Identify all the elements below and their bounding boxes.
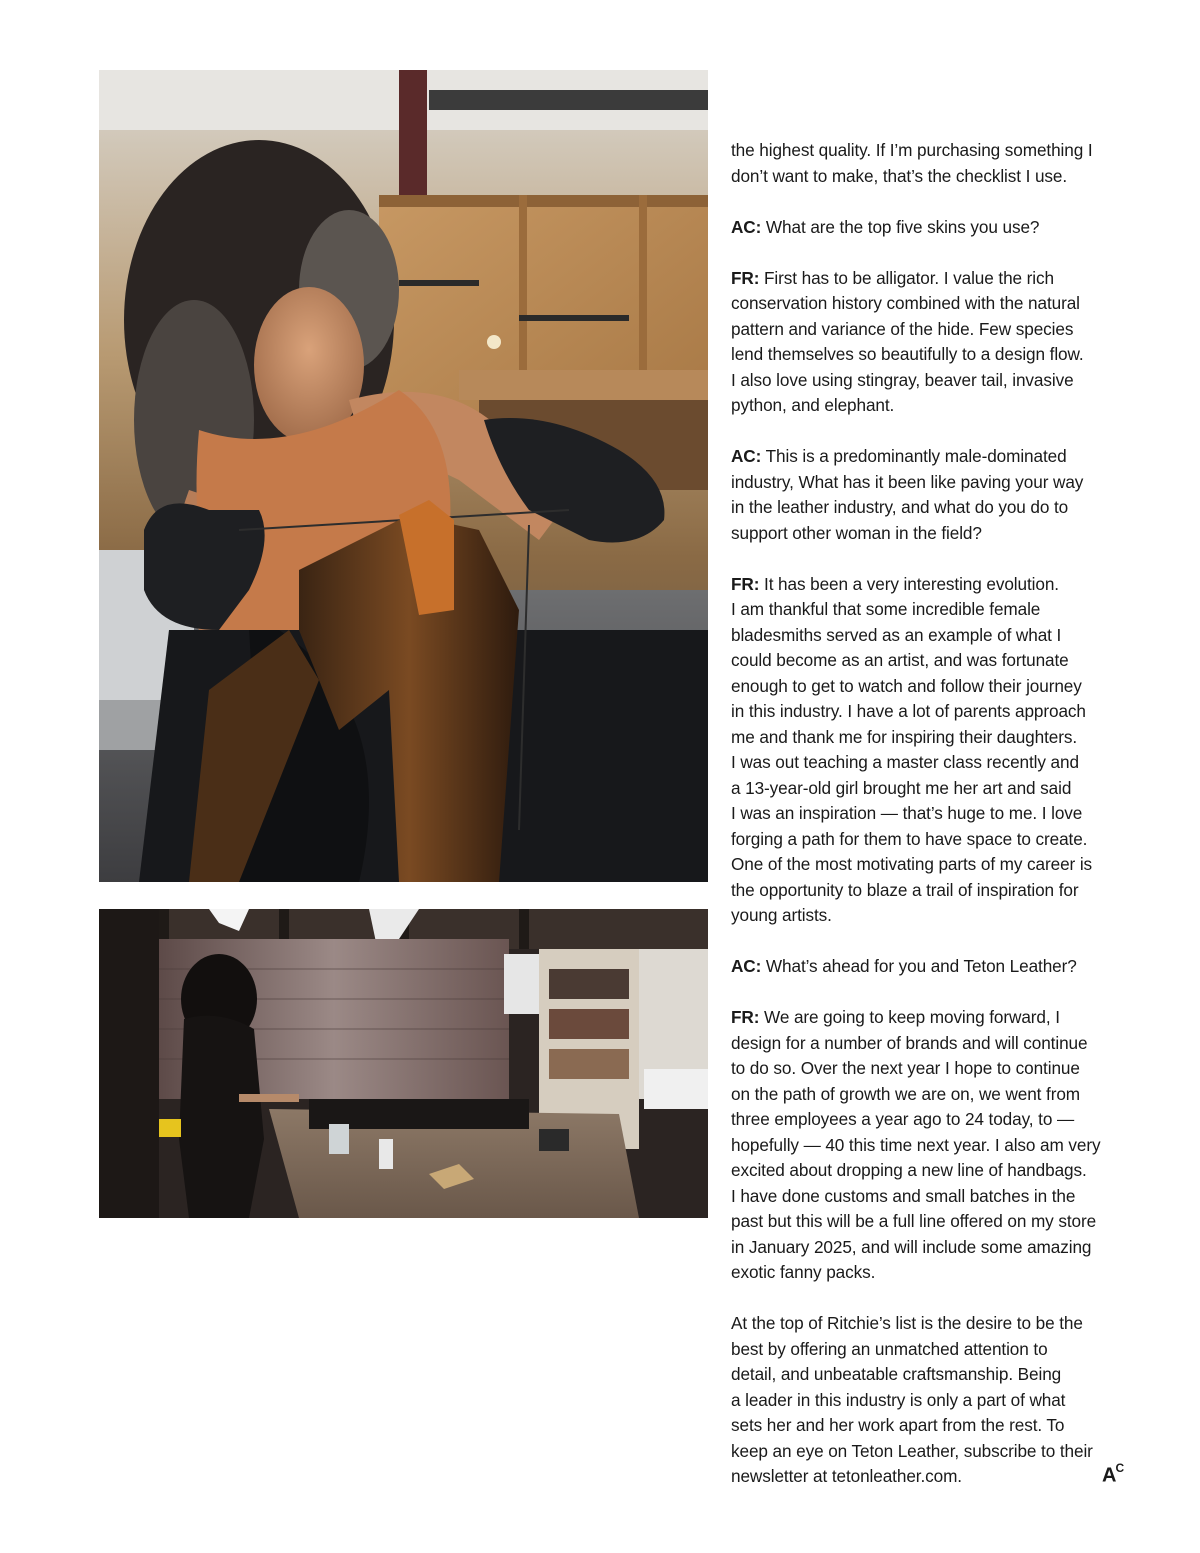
text-line: [731, 317, 1141, 343]
text-line: [731, 1311, 1141, 1337]
text-line: [731, 954, 1141, 980]
line-text: It has been a very interesting evolution.: [759, 573, 1059, 594]
line-text: industry, What has it been like paving your way: [731, 471, 1084, 492]
line-text: I also love using stingray, beaver tail, invasive: [731, 369, 1074, 390]
article-paragraph: [731, 954, 1141, 980]
text-line: [731, 521, 1141, 547]
speaker-label: AC:: [731, 956, 762, 976]
line-text: hopefully — 40 this time next year. I also am very: [731, 1134, 1101, 1155]
line-text: I am thankful that some incredible female: [731, 599, 1041, 619]
speaker-label: AC:: [731, 446, 762, 466]
text-line: [731, 1184, 1141, 1210]
text-line: [731, 1439, 1141, 1465]
line-text: sets her and her work apart from the rest. To: [731, 1415, 1065, 1435]
article-paragraph: [731, 215, 1141, 241]
line-text: in this industry. I have a lot of parents approach: [731, 701, 1086, 721]
line-text: past but this will be a full line offered on my store: [731, 1211, 1097, 1231]
text-line: [731, 266, 1141, 292]
text-line: [731, 776, 1141, 802]
line-text: exotic fanny packs.: [731, 1262, 876, 1282]
text-line: [731, 291, 1141, 317]
line-text: conservation history combined with the natural: [731, 293, 1080, 313]
line-text: lend themselves so beautifully to a design flow.: [731, 344, 1084, 364]
line-text: design for a number of brands and will continue: [731, 1032, 1088, 1053]
workshop-stitching-photo: [99, 70, 708, 882]
speaker-label: AC:: [731, 216, 762, 237]
line-text: This is a predominantly male-dominated: [761, 446, 1067, 466]
speaker-label: FR:: [731, 1007, 760, 1027]
line-text: best by offering an unmatched attention to: [731, 1338, 1048, 1359]
interview-article: [731, 138, 1141, 1515]
line-text: python, and elephant.: [731, 395, 895, 415]
article-paragraph: [731, 444, 1141, 546]
line-text: I was out teaching a master class recently and: [731, 752, 1079, 772]
text-line: [731, 368, 1141, 394]
text-line: [731, 1082, 1141, 1108]
line-text: a leader in this industry is only a part of what: [731, 1389, 1066, 1410]
line-text: me and thank me for inspiring their daughters.: [731, 726, 1078, 747]
text-line: [731, 164, 1141, 190]
line-text: could become as an artist, and was fortunate: [731, 650, 1069, 670]
text-line: [731, 1235, 1141, 1261]
line-text: to do so. Over the next year I hope to continue: [731, 1058, 1080, 1078]
text-line: [731, 1337, 1141, 1363]
speaker-label: FR:: [731, 267, 760, 288]
line-text: We are going to keep moving forward, I: [759, 1007, 1060, 1027]
text-line: [731, 444, 1141, 470]
basement-workbench-photo: [99, 909, 708, 1218]
text-line: [731, 1413, 1141, 1439]
text-line: [731, 1133, 1141, 1159]
text-line: [731, 393, 1141, 419]
speaker-label: FR:: [731, 573, 760, 594]
text-line: [731, 1362, 1141, 1388]
line-text: young artists.: [731, 905, 832, 925]
line-text: support other woman in the field?: [731, 522, 982, 543]
line-text: in January 2025, and will include some amazing: [731, 1236, 1092, 1257]
text-line: [731, 1107, 1141, 1133]
text-line: [731, 138, 1141, 164]
article-paragraph: [731, 1005, 1141, 1286]
line-text: What are the top five skins you use?: [761, 216, 1040, 237]
text-line: [731, 1031, 1141, 1057]
text-line: [731, 1005, 1141, 1031]
article-paragraph: [731, 266, 1141, 419]
line-text: on the path of growth we are on, we went from: [731, 1083, 1080, 1104]
logo-main: A: [1102, 1464, 1116, 1487]
text-line: [731, 1209, 1141, 1235]
line-text: I have done customs and small batches in the: [731, 1185, 1076, 1206]
line-text: detail, and unbeatable craftsmanship. Being: [731, 1364, 1062, 1384]
text-line: [731, 801, 1141, 827]
line-text: keep an eye on Teton Leather, subscribe to their: [731, 1440, 1093, 1461]
text-line: [731, 1056, 1141, 1082]
line-text: What’s ahead for you and Teton Leather?: [761, 956, 1077, 976]
text-line: [731, 470, 1141, 496]
ac-logo: [1102, 1463, 1123, 1488]
text-line: [731, 674, 1141, 700]
text-line: [731, 827, 1141, 853]
line-text: At the top of Ritchie’s list is the desire to be the: [731, 1313, 1083, 1333]
text-line: [731, 1388, 1141, 1414]
text-line: [731, 852, 1141, 878]
text-line: [731, 648, 1141, 674]
line-text: three employees a year ago to 24 today, to —: [731, 1109, 1075, 1129]
line-text: the highest quality. If I’m purchasing something I: [731, 140, 1093, 160]
text-line: [731, 725, 1141, 751]
text-line: [731, 597, 1141, 623]
line-text: enough to get to watch and follow their journey: [731, 675, 1082, 696]
line-text: One of the most motivating parts of my career is: [731, 854, 1093, 874]
text-line: [731, 699, 1141, 725]
text-line: [731, 572, 1141, 598]
line-text: forging a path for them to have space to create.: [731, 828, 1088, 849]
line-text: excited about dropping a new line of handbags.: [731, 1160, 1087, 1180]
line-text: bladesmiths served as an example of what I: [731, 624, 1062, 645]
article-paragraph: [731, 138, 1141, 189]
text-line: [731, 623, 1141, 649]
article-paragraph: [731, 572, 1141, 929]
line-text: First has to be alligator. I value the rich: [759, 267, 1054, 288]
text-line: [731, 215, 1141, 241]
line-text: a 13-year-old girl brought me her art and said: [731, 777, 1072, 798]
text-line: [731, 495, 1141, 521]
text-line: [731, 1260, 1141, 1286]
article-paragraph: [731, 1311, 1141, 1490]
text-line: [731, 750, 1141, 776]
text-line: [731, 1158, 1141, 1184]
line-text: newsletter at tetonleather.com.: [731, 1466, 962, 1486]
line-text: I was an inspiration — that’s huge to me. I love: [731, 803, 1083, 823]
text-line: [731, 878, 1141, 904]
line-text: in the leather industry, and what do you do to: [731, 497, 1069, 517]
line-text: don’t want to make, that’s the checklist I use.: [731, 165, 1068, 186]
text-line: [731, 903, 1141, 929]
line-text: the opportunity to blaze a trail of inspiration for: [731, 879, 1079, 900]
text-line: [731, 1464, 1141, 1490]
line-text: pattern and variance of the hide. Few species: [731, 318, 1074, 339]
logo-sup: C: [1115, 1461, 1124, 1475]
text-line: [731, 342, 1141, 368]
